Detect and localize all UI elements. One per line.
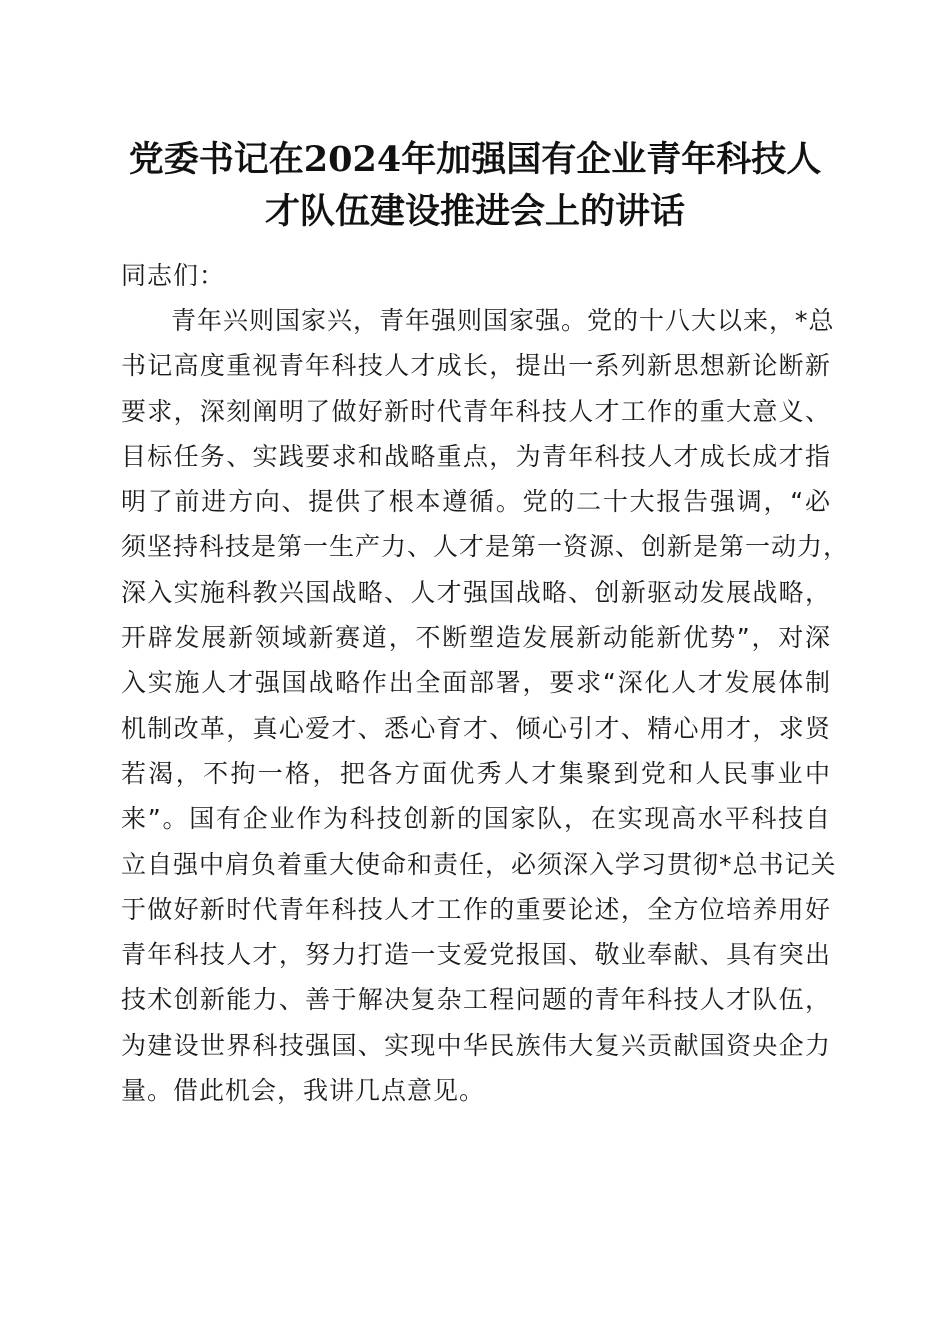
document-body	[121, 254, 850, 1113]
paragraph-line: 于做好新时代青年科技人才工作的重要论述，全方位培养用好	[121, 894, 831, 924]
paragraph-line: 来”。国有企业作为科技创新的国家队，在实现高水平科技自	[121, 804, 831, 834]
paragraph-line: 技术创新能力、善于解决复杂工程问题的青年科技人才队伍，	[121, 985, 831, 1015]
paragraph-line: 开辟发展新领域新赛道，不断塑造发展新动能新优势”，对深	[121, 623, 831, 653]
paragraph-line: 若渴，不拘一格，把各方面优秀人才集聚到党和人民事业中	[121, 758, 831, 788]
paragraph-line: 深入实施科教兴国战略、人才强国战略、创新驱动发展战略，	[121, 577, 831, 607]
paragraph-line: 量。借此机会，我讲几点意见。	[121, 1076, 486, 1106]
paragraph-line: 立自强中肩负着重大使命和责任，必须深入学习贯彻*总书记关	[121, 849, 837, 879]
paragraph-line: 明了前进方向、提供了根本遵循。党的二十大报告强调，“必	[121, 487, 831, 517]
paragraph-line: 青年兴则国家兴，青年强则国家强。党的十八大以来，*总	[171, 306, 835, 335]
paragraph-line: 须坚持科技是第一生产力、人才是第一资源、创新是第一动力，	[121, 532, 850, 562]
paragraph-line: 书记高度重视青年科技人才成长，提出一系列新思想新论断新	[121, 351, 831, 381]
paragraph-line: 目标任务、实践要求和战略重点，为青年科技人才成长成才指	[121, 441, 831, 471]
title-line: 党委书记在2024年加强国有企业青年科技人	[128, 139, 822, 180]
paragraph-line: 入实施人才强国战略作出全面部署，要求“深化人才发展体制	[121, 668, 831, 698]
paragraph-line: 为建设世界科技强国、实现中华民族伟大复兴贡献国资央企力	[121, 1030, 831, 1060]
paragraph-line: 青年科技人才，努力打造一支爱党报国、敬业奉献、具有突出	[121, 940, 831, 970]
paragraph-line: 要求，深刻阐明了做好新时代青年科技人才工作的重大意义、	[121, 396, 831, 426]
paragraph-line: 机制改革，真心爱才、悉心育才、倾心引才、精心用才，求贤	[121, 713, 831, 743]
paragraph	[121, 298, 850, 1113]
title-line: 才队伍建设推进会上的讲话	[264, 191, 685, 232]
salutation: 同志们：	[121, 261, 226, 290]
document-title	[100, 134, 850, 238]
